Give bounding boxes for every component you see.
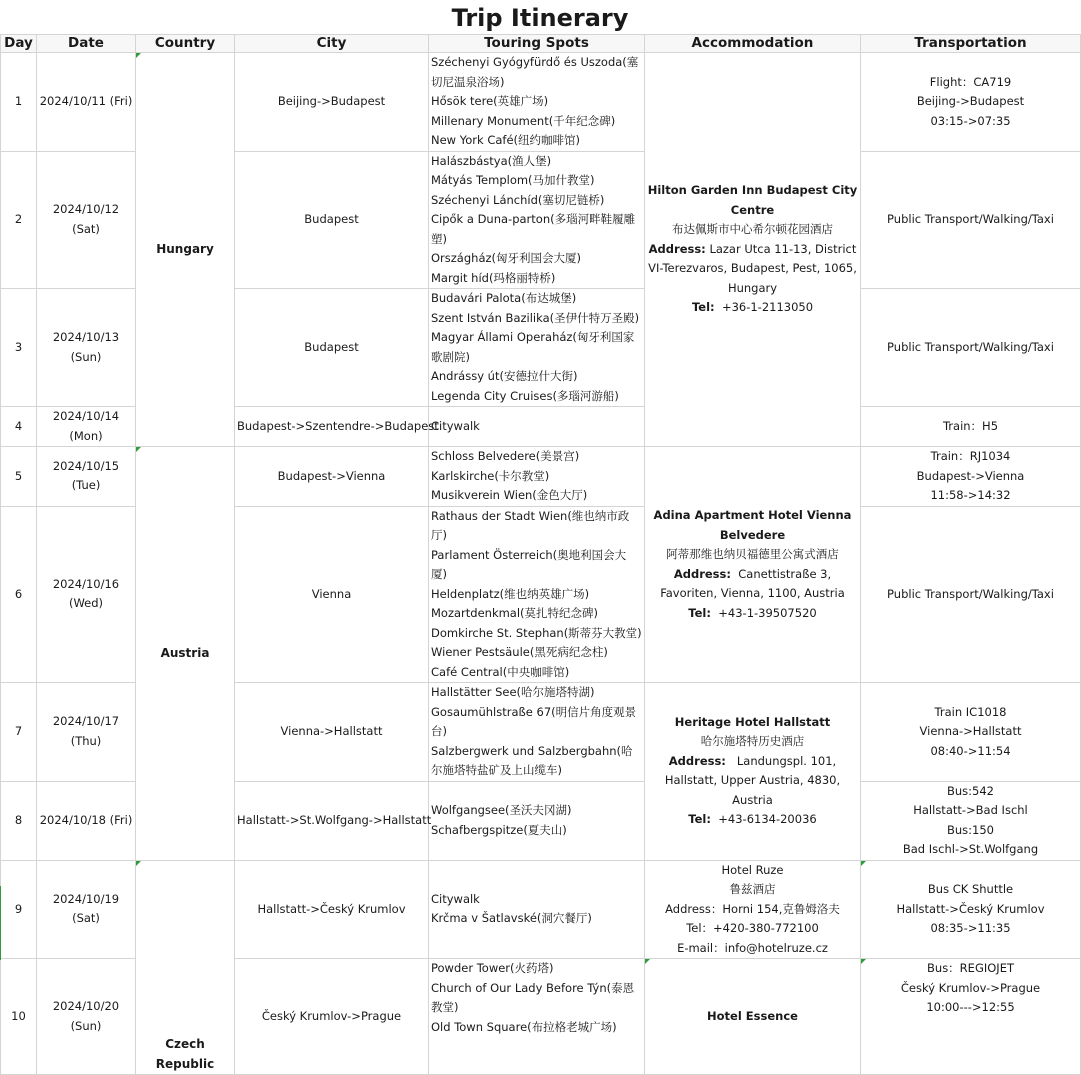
city-cell[interactable]: Budapest [235, 289, 429, 407]
day-cell[interactable]: 8 [1, 781, 37, 860]
day-cell[interactable]: 2 [1, 151, 37, 289]
date-cell[interactable]: 2024/10/18 (Fri) [37, 781, 136, 860]
city-cell[interactable]: Budapest [235, 151, 429, 289]
country-cell-czech[interactable]: Czech Republic [136, 860, 235, 1075]
city-cell[interactable]: Hallstatt->Český Krumlov [235, 860, 429, 959]
day-cell[interactable]: 4 [1, 407, 37, 447]
spots-cell[interactable]: Rathaus der Stadt Wien(维也纳市政厅) Parlament Österreich(奥地利国会大厦) Heldenplatz(维也纳英雄广场) Mozartdenkmal(莫扎特纪念碑) Domkirche St. Stephan(斯蒂芬大教堂) Wiener Pestsäule(黑死病纪念柱) Café Central(中央咖啡馆) [429, 506, 645, 683]
spots-cell[interactable]: Citywalk [429, 407, 645, 447]
header-accommodation[interactable]: Accommodation [645, 35, 861, 53]
spots-cell[interactable]: Wolfgangsee(圣沃夫冈湖) Schafbergspitze(夏夫山) [429, 781, 645, 860]
selection-edge [0, 886, 1, 960]
accommodation-cell-hungary[interactable]: Hilton Garden Inn Budapest City Centre 布达佩斯市中心希尔顿花园酒店 Address: Lazar Utca 11-13, District VI-Terezvaros, Budapest, Pest, 1065, Hungary Tel: +36-1-2113050 [645, 53, 861, 447]
city-cell[interactable]: Vienna [235, 506, 429, 683]
day-cell[interactable]: 7 [1, 683, 37, 782]
city-cell[interactable]: Beijing->Budapest [235, 53, 429, 152]
table-row [1, 860, 1081, 959]
city-cell[interactable]: Budapest->Szentendre->Budapest [235, 407, 429, 447]
day-cell[interactable]: 9 [1, 860, 37, 959]
transport-cell[interactable]: Train：H5 [861, 407, 1081, 447]
city-cell[interactable]: Český Krumlov->Prague [235, 959, 429, 1075]
spots-cell[interactable]: Schloss Belvedere(美景宫) Karlskirche(卡尔教堂) Musikverein Wien(金色大厅) [429, 447, 645, 507]
header-transportation[interactable]: Transportation [861, 35, 1081, 53]
header-city[interactable]: City [235, 35, 429, 53]
transport-cell[interactable]: Train IC1018 Vienna->Hallstatt 08:40->11:54 [861, 683, 1081, 782]
spots-cell[interactable]: Powder Tower(火药塔) Church of Our Lady Before Týn(泰恩教堂) Old Town Square(布拉格老城广场) [429, 959, 645, 1075]
transport-cell[interactable]: Bus：REGIOJET Český Krumlov->Prague 10:00--->12:55 [861, 959, 1081, 1075]
country-cell-austria[interactable]: Austria [136, 447, 235, 861]
city-cell[interactable]: Budapest->Vienna [235, 447, 429, 507]
date-cell[interactable]: 2024/10/16 (Wed) [37, 506, 136, 683]
city-cell[interactable]: Hallstatt->St.Wolfgang->Hallstatt [235, 781, 429, 860]
accommodation-cell-hallstatt[interactable]: Heritage Hotel Hallstatt 哈尔施塔特历史酒店 Address: Landungspl. 101, Hallstatt, Upper Austria, 4830, Austria Tel: +43-6134-20036 [645, 683, 861, 861]
transport-cell[interactable]: Train：RJ1034 Budapest->Vienna 11:58->14:32 [861, 447, 1081, 507]
header-date[interactable]: Date [37, 35, 136, 53]
day-cell[interactable]: 5 [1, 447, 37, 507]
header-country[interactable]: Country [136, 35, 235, 53]
accommodation-cell-vienna[interactable]: Adina Apartment Hotel Vienna Belvedere 阿蒂那维也纳贝福德里公寓式酒店 Address: Canettistraße 3, Favoriten, Vienna, 1100, Austria Tel: +43-1-39507520 [645, 447, 861, 683]
transport-cell[interactable]: Public Transport/Walking/Taxi [861, 289, 1081, 407]
date-cell[interactable]: 2024/10/13 (Sun) [37, 289, 136, 407]
table-row [1, 447, 1081, 507]
spots-cell[interactable]: Hallstätter See(哈尔施塔特湖) Gosaumühlstraße 67(明信片角度观景台) Salzbergwerk und Salzbergbahn(哈尔施塔特盐矿及上山缆车) [429, 683, 645, 782]
country-cell-hungary[interactable]: Hungary [136, 53, 235, 447]
day-cell[interactable]: 6 [1, 506, 37, 683]
spots-cell[interactable]: Halászbástya(渔人堡) Mátyás Templom(马加什教堂) Széchenyi Lánchíd(塞切尼链桥) Cipők a Duna-parton(多瑙河畔鞋履雕塑) Országház(匈牙利国会大厦) Margit híd(玛格丽特桥) [429, 151, 645, 289]
city-cell[interactable]: Vienna->Hallstatt [235, 683, 429, 782]
day-cell[interactable]: 3 [1, 289, 37, 407]
transport-cell[interactable]: Public Transport/Walking/Taxi [861, 506, 1081, 683]
transport-cell[interactable]: Flight：CA719 Beijing->Budapest 03:15->07:35 [861, 53, 1081, 152]
date-cell[interactable]: 2024/10/11 (Fri) [37, 53, 136, 152]
itinerary-table [0, 34, 1081, 1075]
header-touring-spots[interactable]: Touring Spots [429, 35, 645, 53]
transport-cell[interactable]: Public Transport/Walking/Taxi [861, 151, 1081, 289]
date-cell[interactable]: 2024/10/12 (Sat) [37, 151, 136, 289]
sheet-title: Trip Itinerary [0, 0, 1080, 35]
date-cell[interactable]: 2024/10/20 (Sun) [37, 959, 136, 1075]
accommodation-cell-prague[interactable]: Hotel Essence [645, 959, 861, 1075]
header-day[interactable]: Day [1, 35, 37, 53]
accommodation-cell-krumlov[interactable]: Hotel Ruze 鲁兹酒店 Address：Horni 154,克鲁姆洛夫 Tel：+420-380-772100 E-mail：info@hotelruze.cz [645, 860, 861, 959]
date-cell[interactable]: 2024/10/15 (Tue) [37, 447, 136, 507]
day-cell[interactable]: 1 [1, 53, 37, 152]
date-cell[interactable]: 2024/10/17 (Thu) [37, 683, 136, 782]
header-row [1, 35, 1081, 53]
table-row [1, 53, 1081, 152]
spots-cell[interactable]: Széchenyi Gyógyfürdő és Uszoda(塞切尼温泉浴场) Hősök tere(英雄广场) Millenary Monument(千年纪念碑) New York Café(纽约咖啡馆) [429, 53, 645, 152]
transport-cell[interactable]: Bus:542 Hallstatt->Bad Ischl Bus:150 Bad Ischl->St.Wolfgang [861, 781, 1081, 860]
spots-cell[interactable]: Budavári Palota(布达城堡) Szent István Bazilika(圣伊什特万圣殿) Magyar Állami Operaház(匈牙利国家歌剧院) Andrássy út(安德拉什大街) Legenda City Cruises(多瑙河游船) [429, 289, 645, 407]
date-cell[interactable]: 2024/10/14 (Mon) [37, 407, 136, 447]
date-cell[interactable]: 2024/10/19 (Sat) [37, 860, 136, 959]
day-cell[interactable]: 10 [1, 959, 37, 1075]
transport-cell[interactable]: Bus CK Shuttle Hallstatt->Český Krumlov 08:35->11:35 [861, 860, 1081, 959]
spots-cell[interactable]: Citywalk Krčma v Šatlavské(洞穴餐厅) [429, 860, 645, 959]
